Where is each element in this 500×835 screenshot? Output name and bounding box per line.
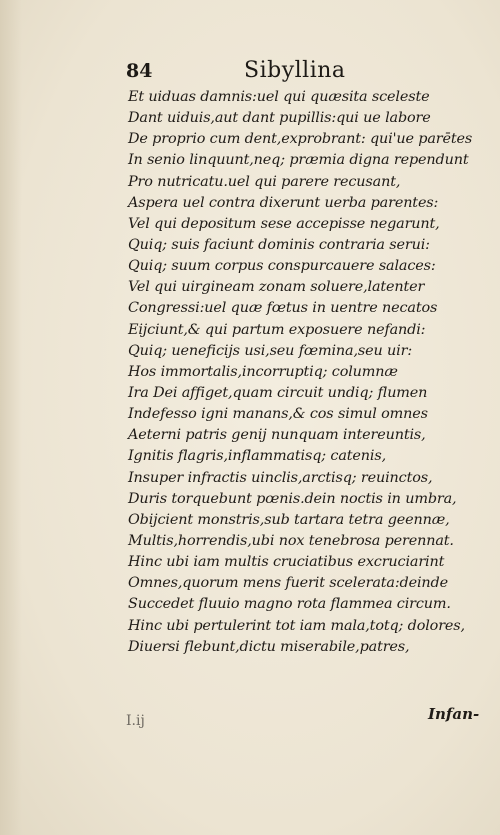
verse-line: Multis,horrendis,ubi nox tenebrosa perennat.: [128, 532, 454, 549]
verse-line: Vel qui depositum sese accepisse negarunt,: [128, 215, 440, 232]
page-gutter-shadow: [0, 0, 22, 835]
verse-line: Indefesso igni manans,& cos simul omnes: [128, 406, 428, 423]
verse-line: In senio linquunt,neq; præmia digna rependunt: [128, 152, 469, 169]
verse-line: Vel qui uirgineam zonam soluere,latenter: [128, 279, 425, 296]
signature-mark: I.ij: [126, 713, 145, 729]
verse-line: Aeterni patris genij nunquam intereuntis,: [128, 427, 426, 444]
verse-line: Dant uiduis,aut dant pupillis:qui ue labore: [128, 110, 431, 127]
verse-line: Duris torquebunt pœnis.dein noctis in umbra,: [128, 490, 457, 507]
verse-line: Ignitis flagris,inflammatisq; catenis,: [128, 448, 386, 465]
verse-line: Hos immortalis,incorruptiq; columnæ: [128, 363, 398, 380]
verse-line: De proprio cum dent,exprobrant: qui'ue parētes: [128, 131, 473, 148]
verse-line: Diuersi flebunt,dictu miserabile,patres,: [128, 638, 410, 655]
verse-line: Succedet fluuio magno rota flammea circum.: [128, 596, 451, 613]
verse-line: Et uiduas damnis:uel qui quæsita sceleste: [128, 89, 430, 105]
verse-line: Omnes,quorum mens fuerit scelerata:deinde: [128, 575, 448, 592]
verse-line: Obijcient monstris,sub tartara tetra geennæ,: [128, 511, 450, 528]
verse-text: [128, 87, 473, 658]
verse-line: Pro nutricatu.uel qui parere recusant,: [128, 173, 401, 190]
verse-line: Hinc ubi pertulerint tot iam mala,totq; dolores,: [128, 617, 465, 634]
verse-line: Aspera uel contra dixerunt uerba parentes:: [128, 194, 439, 211]
verse-line: Quiq; suis faciunt dominis contraria serui:: [128, 236, 430, 253]
verse-line: Congressi:uel quæ fœtus in uentre necatos: [128, 300, 438, 317]
verse-line: Eijciunt,& qui partum exposuere nefandi:: [128, 321, 426, 338]
running-head: Sibyllina: [244, 58, 346, 83]
verse-line: Hinc ubi iam multis cruciatibus excruciarint: [128, 554, 445, 571]
page-number: 84: [126, 60, 153, 82]
verse-line: Ira Dei affiget,quam circuit undiq; flumen: [128, 384, 428, 401]
catchword: Infan-: [428, 705, 480, 723]
verse-line: Quiq; suum corpus conspurcauere salaces:: [128, 258, 436, 275]
verse-line: Insuper infractis uinclis,arctisq; reuinctos,: [128, 469, 433, 486]
verse-line: Quiq; ueneficijs usi,seu fœmina,seu uir:: [128, 342, 413, 359]
page-header: [126, 60, 356, 88]
